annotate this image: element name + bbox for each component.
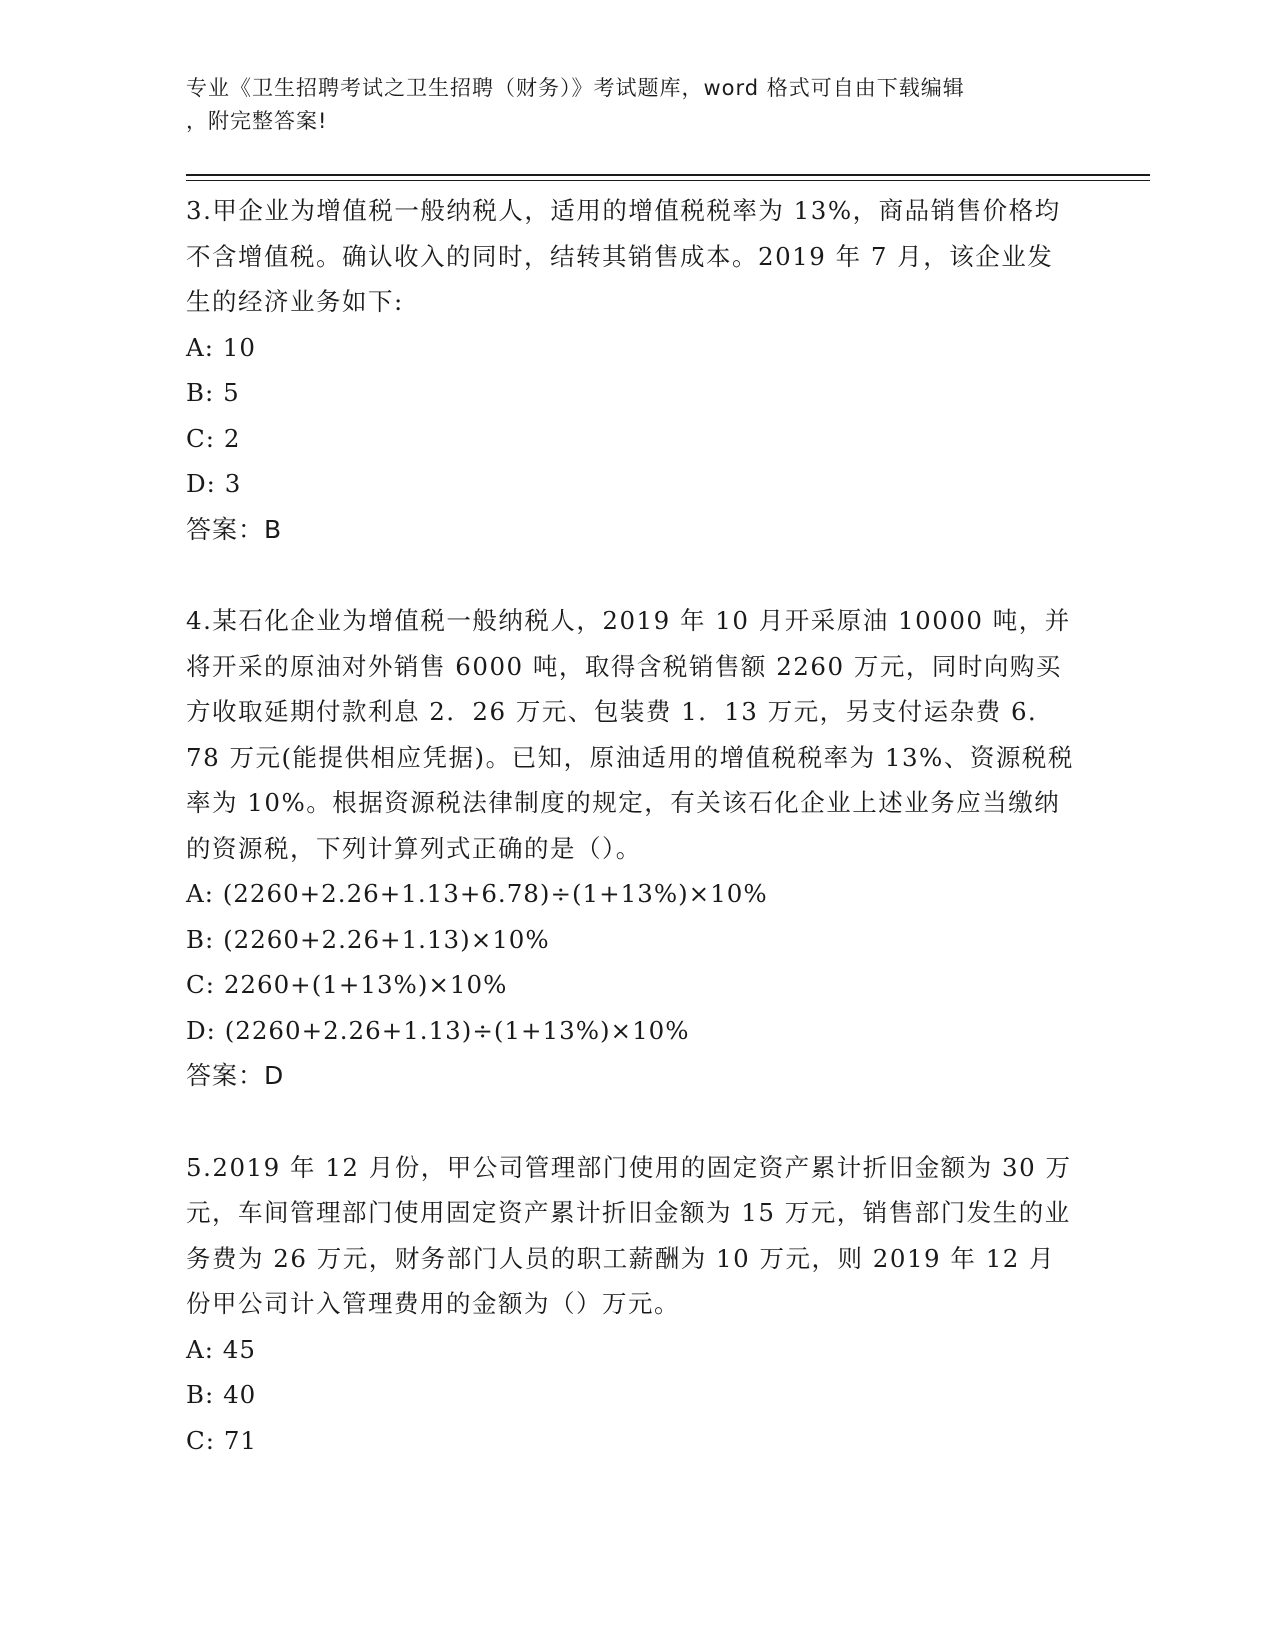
option-value: 10: [222, 332, 256, 362]
question-list: [186, 188, 1076, 1509]
option-value: (2260+2.26+1.13)÷(1+13%)×10%: [224, 1015, 690, 1045]
option-value: 3: [224, 469, 242, 498]
option-label: A:: [186, 332, 214, 362]
question-3: [186, 188, 1076, 552]
question-5: [186, 1145, 1076, 1464]
option-d: [186, 461, 1076, 507]
option-a: [186, 325, 1076, 371]
option-value: 40: [223, 1380, 257, 1409]
option-value: 2: [223, 423, 241, 453]
option-b: [186, 370, 1076, 416]
option-label: C:: [186, 1425, 216, 1455]
option-a: [186, 871, 1076, 917]
option-label: B:: [186, 378, 215, 407]
header-rule-thick: [186, 174, 1150, 176]
option-label: C:: [186, 970, 216, 999]
option-label: A:: [186, 1334, 214, 1364]
option-a: [186, 1327, 1076, 1373]
document-header: [186, 72, 1066, 138]
option-label: A:: [186, 879, 214, 908]
option-c: [186, 962, 1076, 1008]
header-line-2: ，附完整答案!: [186, 109, 328, 133]
option-value: 71: [223, 1425, 257, 1455]
option-label: B:: [186, 1380, 215, 1409]
option-b: [186, 917, 1076, 963]
answer: 答案：D: [186, 1061, 285, 1090]
option-b: [186, 1372, 1076, 1418]
question-4: [186, 598, 1076, 1099]
option-label: D:: [186, 469, 216, 498]
answer: 答案：B: [186, 514, 283, 544]
option-d: [186, 1008, 1076, 1054]
option-c: [186, 1418, 1076, 1464]
option-label: D:: [186, 1015, 216, 1045]
question-text: 4.某石化企业为增值税一般纳税人，2019 年 10 月开采原油 10000 吨，并将开采的原油对外销售 6000 吨，取得含税销售额 2260 万元，同时向购买方收取延期付款利息 2．26 万元、包装费 1．13 万元，另支付运杂费 6．78 万元(能提供相应凭据)。已知，原油适用的增值税税率为 13%、资源税税率为 10%。根据资源税法律制度的规定，有关该石化企业上述业务应当缴纳的资源税，下列计算列式正确的是（）。: [186, 606, 1074, 863]
option-value: (2260+2.26+1.13)×10%: [223, 924, 550, 954]
question-text: 5.2019 年 12 月份，甲公司管理部门使用的固定资产累计折旧金额为 30 万元，车间管理部门使用固定资产累计折旧金额为 15 万元，销售部门发生的业务费为 26 万元，财务部门人员的职工薪酬为 10 万元，则 2019 年 12 月份甲公司计入管理费用的金额为（）万元。: [186, 1152, 1072, 1318]
option-value: 45: [222, 1334, 256, 1364]
option-value: (2260+2.26+1.13+6.78)÷(1+13%)×10%: [222, 879, 768, 908]
header-rule-thin: [186, 180, 1150, 181]
question-text: 3.甲企业为增值税一般纳税人，适用的增值税税率为 13%，商品销售价格均不含增值税。确认收入的同时，结转其销售成本。2019 年 7 月，该企业发生的经济业务如下:: [186, 196, 1061, 316]
header-line-1: 专业《卫生招聘考试之卫生招聘（财务）》考试题库，word 格式可自由下载编辑: [186, 76, 965, 100]
option-label: B:: [186, 924, 215, 954]
option-label: C:: [186, 423, 216, 453]
option-value: 5: [223, 378, 240, 407]
option-value: 2260+(1+13%)×10%: [223, 970, 508, 999]
option-c: [186, 416, 1076, 462]
